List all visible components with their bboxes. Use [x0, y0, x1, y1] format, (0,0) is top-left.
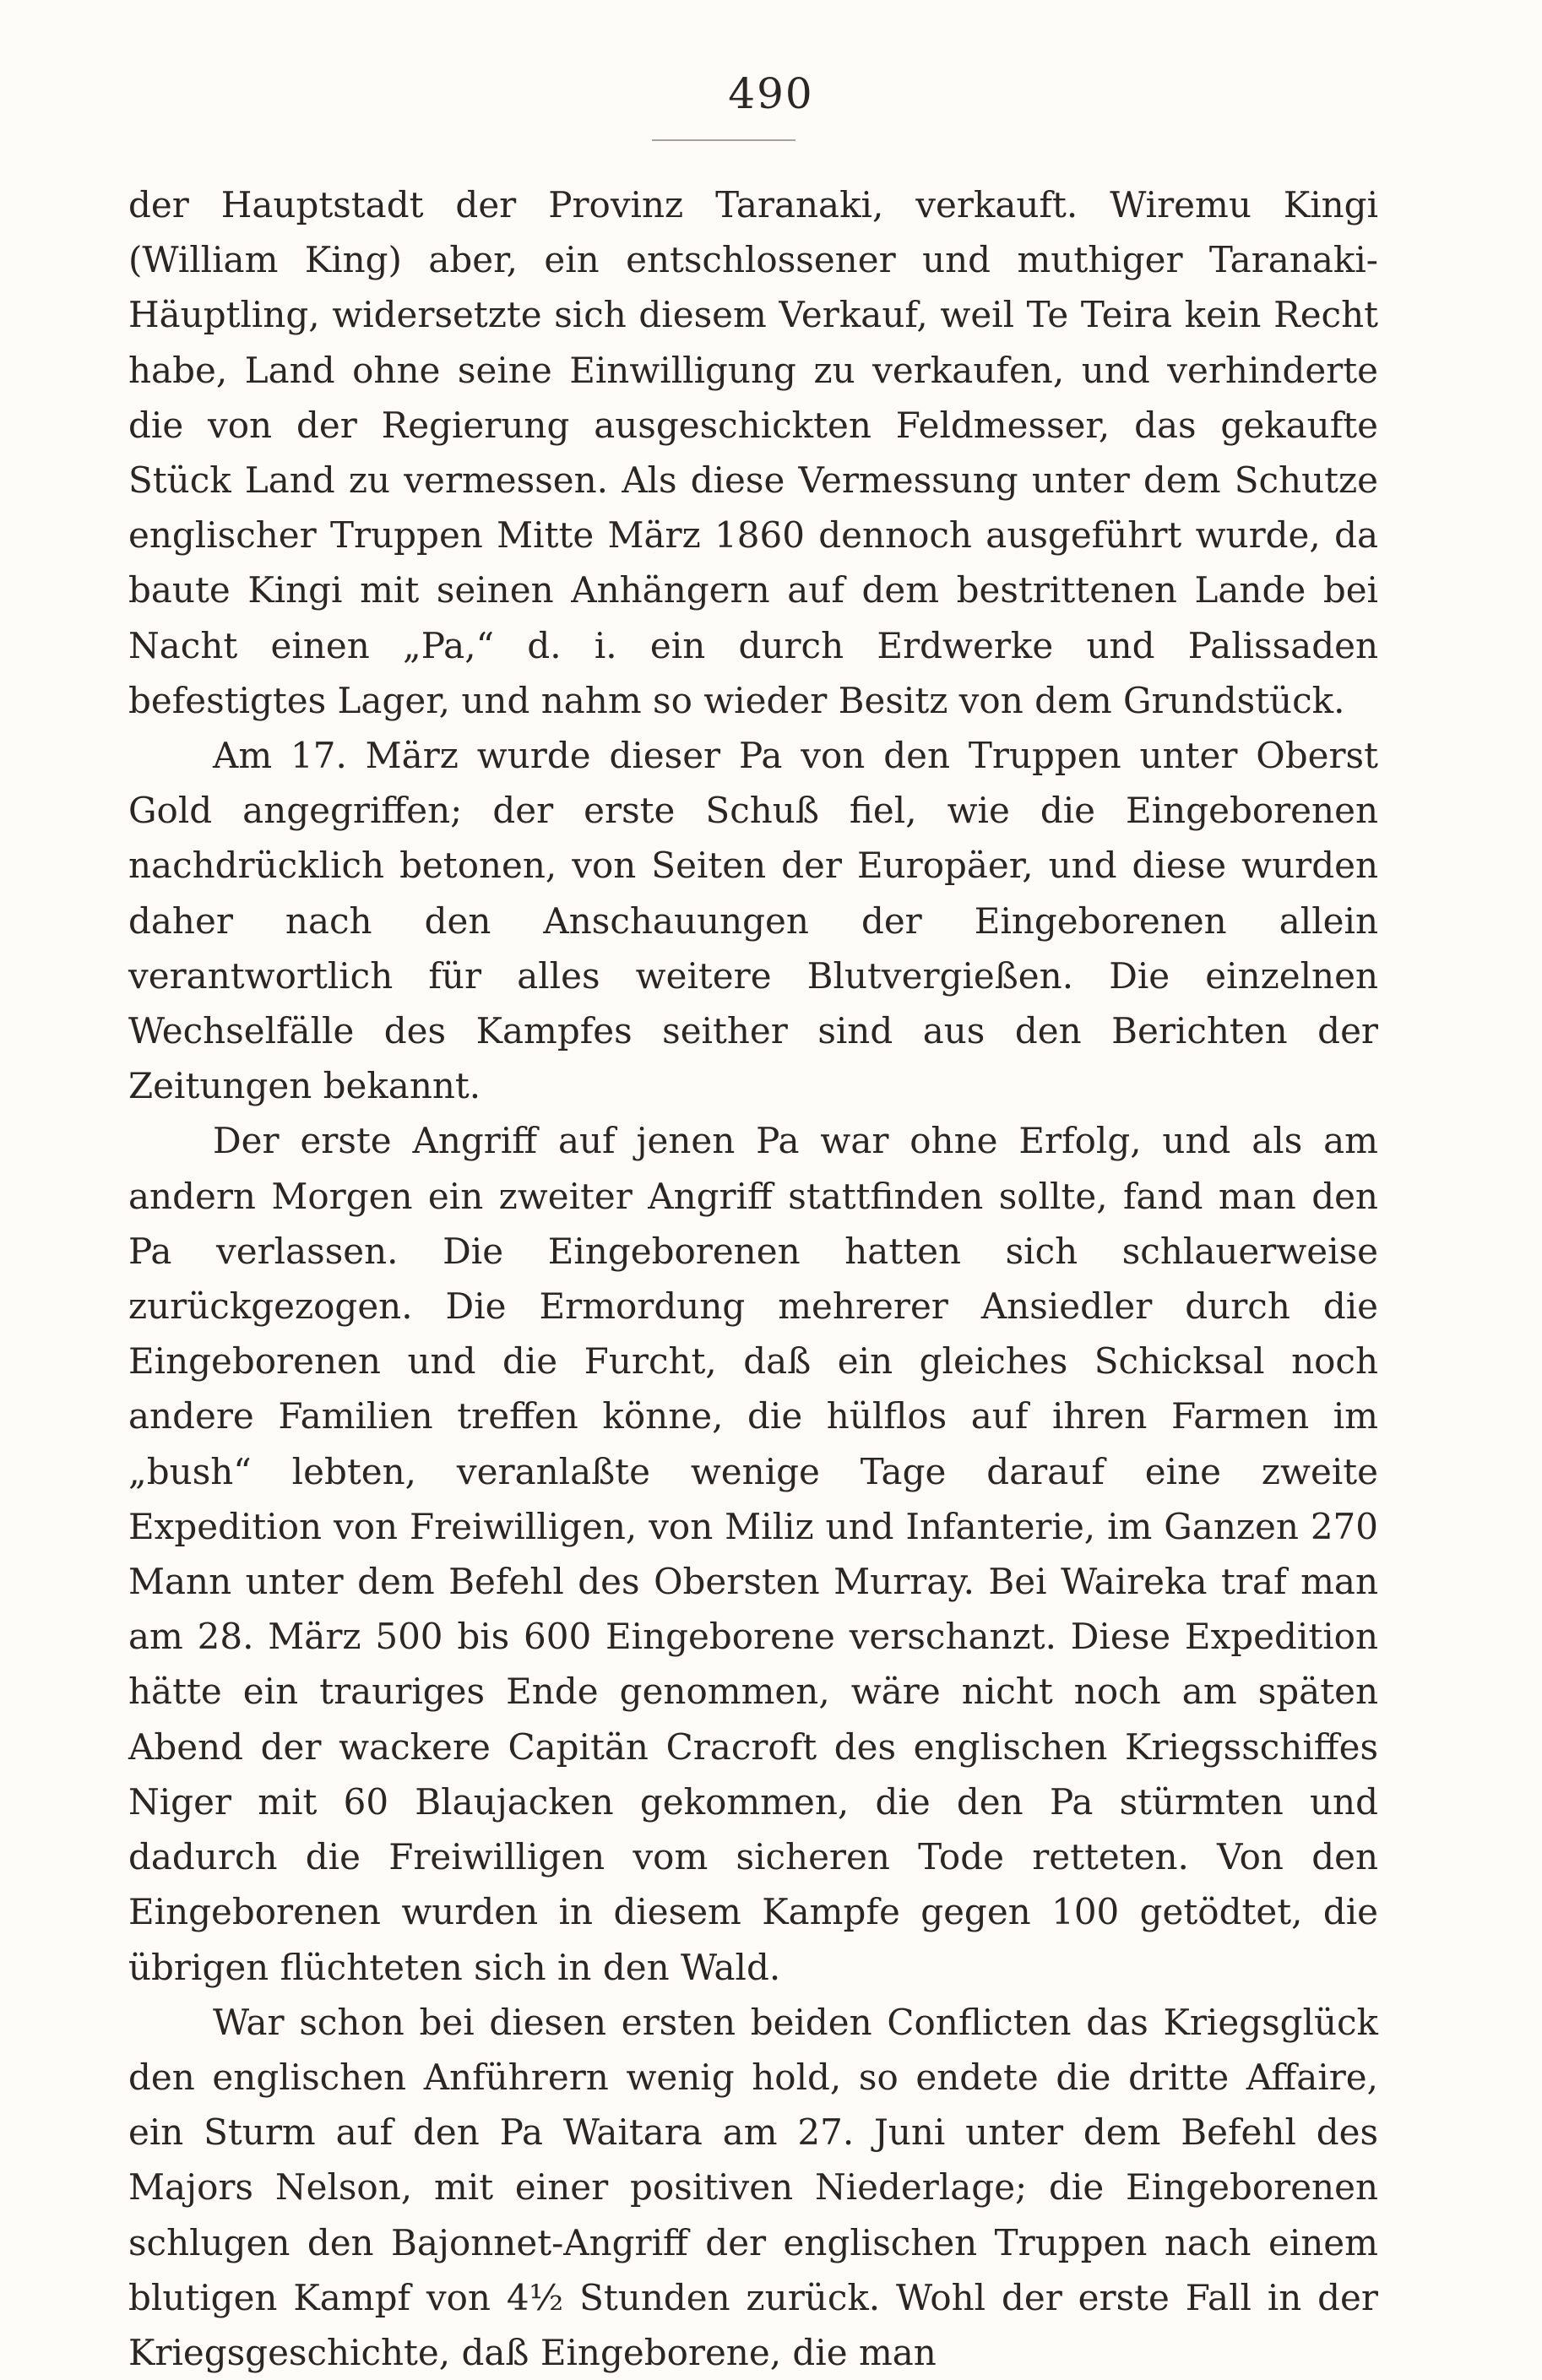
- body-text: [128, 177, 1378, 2380]
- paragraph: Der erste Angriff auf jenen Pa war ohne Erfolg, und als am andern Morgen ein zweiter Angriff stattfinden sollte, fand man den Pa verlassen. Die Eingeborenen hatten sich schlauerweise zurückgezogen. Die Ermordung mehrerer Ansiedler durch die Eingeborenen und die Furcht, daß ein gleiches Schicksal noch andere Familien treffen könne, die hülflos auf ihren Farmen im „bush“ lebten, veranlaßte wenige Tage darauf eine zweite Expedition von Freiwilligen, von Miliz und Infanterie, im Ganzen 270 Mann unter dem Befehl des Obersten Murray. Bei Waireka traf man am 28. März 500 bis 600 Eingeborene verschanzt. Diese Expedition hätte ein trauriges Ende genommen, wäre nicht noch am späten Abend der wackere Capitän Cracroft des englischen Kriegsschiffes Niger mit 60 Blaujacken gekommen, die den Pa stürmten und dadurch die Freiwilligen vom sicheren Tode retteten. Von den Eingeborenen wurden in diesem Kampfe gegen 100 getödtet, die übrigen flüchteten sich in den Wald.: [128, 1120, 1378, 1988]
- header-rule: [652, 139, 795, 141]
- paragraph: War schon bei diesen ersten beiden Conflicten das Kriegsglück den englischen Anführern wenig hold, so endete die dritte Affaire, ein Sturm auf den Pa Waitara am 27. Juni unter dem Befehl des Majors Nelson, mit einer positiven Niederlage; die Eingeborenen schlugen den Bajonnet-Angriff der englischen Truppen nach einem blutigen Kampf von 4½ Stunden zurück. Wohl der erste Fall in der Kriegsgeschichte, daß Eingeborene, die man: [128, 2001, 1378, 2373]
- paragraph: Am 17. März wurde dieser Pa von den Truppen unter Oberst Gold angegriffen; der erste Schuß fiel, wie die Eingeborenen nachdrücklich betonen, von Seiten der Europäer, und diese wurden daher nach den Anschauungen der Eingeborenen allein verantwortlich für alles weitere Blutvergießen. Die einzelnen Wechselfälle des Kampfes seither sind aus den Berichten der Zeitungen bekannt.: [128, 735, 1378, 1107]
- paragraph-continued: der Hauptstadt der Provinz Taranaki, verkauft. Wiremu Kingi (William King) aber, ein entschlossener und muthiger Taranaki-Häuptling, widersetzte sich diesem Verkauf, weil Te Teira kein Recht habe, Land ohne seine Einwilligung zu verkaufen, und verhinderte die von der Regierung ausgeschickten Feldmesser, das gekaufte Stück Land zu vermessen. Als diese Vermessung unter dem Schutze englischer Truppen Mitte März 1860 dennoch ausgeführt wurde, da baute Kingi mit seinen Anhängern auf dem bestrittenen Lande bei Nacht einen „Pa,“ d. i. ein durch Erdwerke und Palissaden befestigtes Lager, und nahm so wieder Besitz von dem Grundstück.: [128, 184, 1378, 721]
- page-number: 490: [728, 69, 814, 118]
